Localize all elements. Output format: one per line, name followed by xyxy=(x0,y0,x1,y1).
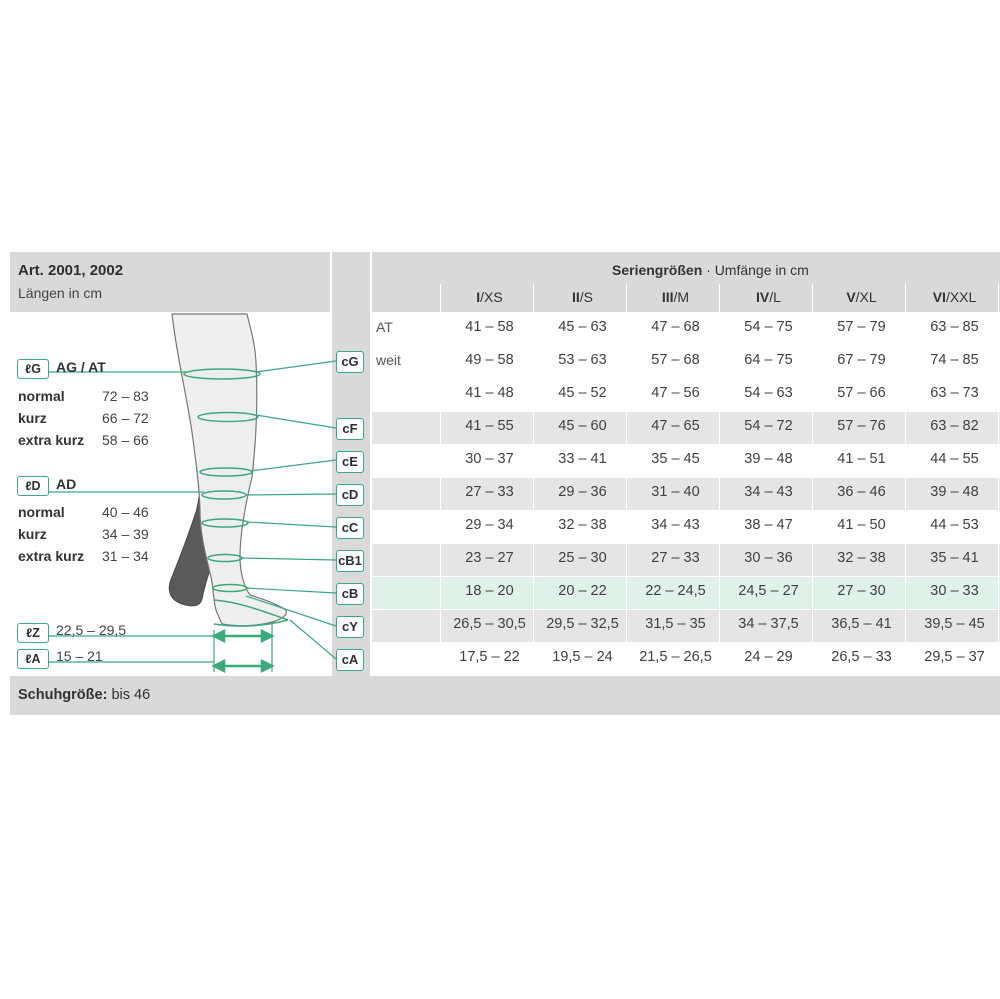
table-cell: 17,5 – 22 xyxy=(459,649,520,665)
lengths-unit-label: Längen in cm xyxy=(18,285,103,301)
table-cell: 39 – 48 xyxy=(744,451,793,467)
series-title-rest: · Umfänge in cm xyxy=(702,262,809,278)
measure-tag-cC: cC xyxy=(336,517,364,539)
table-cell: 63 – 73 xyxy=(930,385,979,401)
length-d-extra-kurz-value: 31 – 34 xyxy=(102,548,149,564)
shoe-size-text xyxy=(18,687,150,703)
grid-line xyxy=(372,675,1000,676)
table-cell: 35 – 45 xyxy=(651,451,700,467)
grid-line xyxy=(372,609,1000,610)
length-d-extra-kurz-label: extra kurz xyxy=(18,548,85,564)
measure-tag-cB1: cB1 xyxy=(336,550,364,572)
grid-line xyxy=(372,543,1000,544)
table-cell: 67 – 79 xyxy=(837,352,886,368)
table-cell: 29,5 – 32,5 xyxy=(546,616,619,632)
shoe-size-footer xyxy=(10,676,1000,715)
table-cell: 25 – 30 xyxy=(558,550,607,566)
table-cell: 39 – 48 xyxy=(930,484,979,500)
table-cell: 44 – 55 xyxy=(930,451,979,467)
table-cell: 47 – 65 xyxy=(651,418,700,434)
measure-tag-cB: cB xyxy=(336,583,364,605)
length-tag-lA: ℓA xyxy=(17,649,49,669)
length-d-title: AD xyxy=(56,476,77,492)
measure-tag-cD: cD xyxy=(336,484,364,506)
measure-tag-cA: cA xyxy=(336,649,364,671)
length-a-value: 15 – 21 xyxy=(56,648,103,664)
size-header-4: IV/L xyxy=(756,289,781,305)
size-header-5: V/XL xyxy=(846,289,877,305)
length-d-kurz-value: 34 – 39 xyxy=(102,526,149,542)
table-cell: 34 – 43 xyxy=(651,517,700,533)
table-cell: 41 – 51 xyxy=(837,451,886,467)
grid-line xyxy=(372,312,1000,313)
length-d-kurz-label: kurz xyxy=(18,526,47,542)
measure-tag-cG: cG xyxy=(336,351,364,373)
row-label: weit xyxy=(376,352,401,368)
length-z-value: 22,5 – 29,5 xyxy=(56,622,127,638)
grid-line xyxy=(812,284,813,674)
length-g-kurz-label: kurz xyxy=(18,410,47,426)
table-cell: 53 – 63 xyxy=(558,352,607,368)
grid-line xyxy=(372,510,1000,511)
table-cell: 23 – 27 xyxy=(465,550,514,566)
length-g-title: AG / AT xyxy=(56,359,106,375)
table-cell: 31,5 – 35 xyxy=(645,616,706,632)
table-cell: 45 – 63 xyxy=(558,319,607,335)
grid-line xyxy=(372,477,1000,478)
measure-tag-cF: cF xyxy=(336,418,364,440)
table-cell: 26,5 – 30,5 xyxy=(453,616,526,632)
grid-line xyxy=(998,284,999,674)
length-g-extra-kurz-label: extra kurz xyxy=(18,432,85,448)
size-chart xyxy=(0,252,1000,715)
table-cell: 41 – 55 xyxy=(465,418,514,434)
table-cell: 32 – 38 xyxy=(558,517,607,533)
table-cell: 21,5 – 26,5 xyxy=(639,649,712,665)
grid-line xyxy=(372,576,1000,577)
table-cell: 41 – 48 xyxy=(465,385,514,401)
table-cell: 20 – 22 xyxy=(558,583,607,599)
table-cell: 35 – 41 xyxy=(930,550,979,566)
article-title: Art. 2001, 2002 xyxy=(18,262,124,279)
table-cell: 24,5 – 27 xyxy=(738,583,799,599)
table-cell: 64 – 75 xyxy=(744,352,793,368)
table-cell: 30 – 33 xyxy=(930,583,979,599)
table-cell: 39,5 – 45 xyxy=(924,616,985,632)
table-cell: 27 – 30 xyxy=(837,583,886,599)
table-cell: 49 – 58 xyxy=(465,352,514,368)
table-cell: 45 – 60 xyxy=(558,418,607,434)
grid-line xyxy=(372,642,1000,643)
table-cell: 47 – 56 xyxy=(651,385,700,401)
table-cell: 34 – 43 xyxy=(744,484,793,500)
table-cell: 45 – 52 xyxy=(558,385,607,401)
table-cell: 41 – 50 xyxy=(837,517,886,533)
shoe-size-label: Schuhgröße: xyxy=(18,687,108,703)
series-title xyxy=(612,262,809,278)
length-g-kurz-value: 66 – 72 xyxy=(102,410,149,426)
table-cell: 30 – 37 xyxy=(465,451,514,467)
grid-line xyxy=(372,378,1000,379)
size-header-2: II/S xyxy=(571,289,593,305)
measure-tag-cE: cE xyxy=(336,451,364,473)
size-header-3: III/M xyxy=(661,289,690,305)
table-cell: 54 – 75 xyxy=(744,319,793,335)
table-cell: 57 – 76 xyxy=(837,418,886,434)
table-cell: 63 – 85 xyxy=(930,319,979,335)
table-cell: 54 – 63 xyxy=(744,385,793,401)
grid-line xyxy=(905,284,906,674)
table-cell: 29,5 – 37 xyxy=(924,649,985,665)
length-g-normal-label: normal xyxy=(18,388,65,404)
table-cell: 26,5 – 33 xyxy=(831,649,892,665)
length-g-normal-value: 72 – 83 xyxy=(102,388,149,404)
table-cell: 33 – 41 xyxy=(558,451,607,467)
table-cell: 47 – 68 xyxy=(651,319,700,335)
table-cell: 36,5 – 41 xyxy=(831,616,892,632)
shoe-size-value: bis 46 xyxy=(107,687,151,703)
table-cell: 32 – 38 xyxy=(837,550,886,566)
table-cell: 30 – 36 xyxy=(744,550,793,566)
size-header-1: I/XS xyxy=(476,289,503,305)
table-cell: 57 – 79 xyxy=(837,319,886,335)
table-cell: 34 – 37,5 xyxy=(738,616,799,632)
table-cell: 18 – 20 xyxy=(465,583,514,599)
length-d-normal-value: 40 – 46 xyxy=(102,504,149,520)
table-cell: 19,5 – 24 xyxy=(552,649,613,665)
grid-line xyxy=(372,345,1000,346)
length-tag-lG: ℓG xyxy=(17,359,49,379)
grid-line xyxy=(719,284,720,674)
table-cell: 63 – 82 xyxy=(930,418,979,434)
table-cell: 29 – 36 xyxy=(558,484,607,500)
table-cell: 22 – 24,5 xyxy=(645,583,706,599)
grid-line xyxy=(372,444,1000,445)
size-header-6: VI/XXL xyxy=(932,289,977,305)
grid-line xyxy=(372,411,1000,412)
table-cell: 74 – 85 xyxy=(930,352,979,368)
grid-line xyxy=(533,284,534,674)
table-cell: 31 – 40 xyxy=(651,484,700,500)
table-cell: 27 – 33 xyxy=(651,550,700,566)
table-cell: 38 – 47 xyxy=(744,517,793,533)
grid-line xyxy=(626,284,627,674)
length-g-extra-kurz-value: 58 – 66 xyxy=(102,432,149,448)
table-cell: 44 – 53 xyxy=(930,517,979,533)
grid-line xyxy=(440,284,441,674)
table-cell: 29 – 34 xyxy=(465,517,514,533)
row-label: AT xyxy=(376,319,393,335)
measure-tag-cY: cY xyxy=(336,616,364,638)
length-tag-lD: ℓD xyxy=(17,476,49,496)
table-cell: 24 – 29 xyxy=(744,649,793,665)
table-cell: 27 – 33 xyxy=(465,484,514,500)
grid-line xyxy=(370,252,372,676)
length-d-normal-label: normal xyxy=(18,504,65,520)
table-cell: 54 – 72 xyxy=(744,418,793,434)
length-tag-lZ: ℓZ xyxy=(17,623,49,643)
table-cell: 57 – 66 xyxy=(837,385,886,401)
table-cell: 41 – 58 xyxy=(465,319,514,335)
table-cell: 36 – 46 xyxy=(837,484,886,500)
series-title-bold: Seriengrößen xyxy=(612,262,703,278)
table-cell: 57 – 68 xyxy=(651,352,700,368)
